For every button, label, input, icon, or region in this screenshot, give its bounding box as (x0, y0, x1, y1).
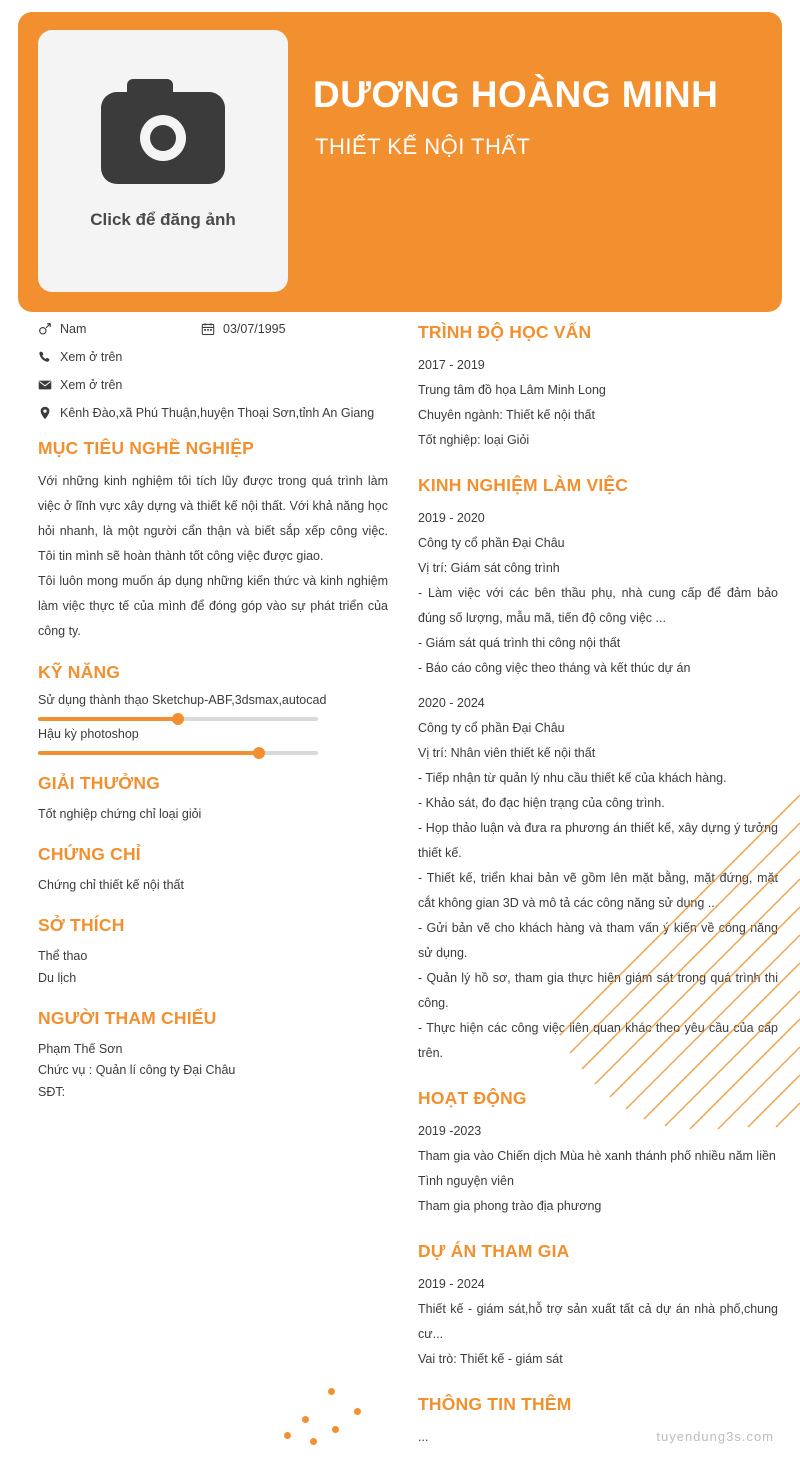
experience-line: - Giám sát quá trình thi công nội thất (418, 636, 621, 650)
contact-gender-value: Nam (60, 322, 87, 336)
certificate-item: Chứng chỉ thiết kế nội thất (38, 877, 184, 892)
activity-line: 2019 -2023 (418, 1124, 482, 1138)
photo-upload-label: Click để đăng ảnh (90, 210, 236, 229)
photo-upload-box[interactable] (38, 30, 288, 292)
contact-email (38, 378, 388, 392)
section-title-certificates: CHỨNG CHỈ (38, 843, 141, 864)
experience-line: - Làm việc với các bên thầu phụ, nhà cung cấp để đảm bảo đúng số lượng, mẫu mã, tiến độ công việc ... (418, 586, 778, 625)
hobby-item: Thể thao (38, 948, 88, 963)
project-line: Vai trò: Thiết kế - giám sát (418, 1352, 563, 1366)
section-title-more-info: THÔNG TIN THÊM (418, 1394, 572, 1414)
section-title-objective: MỤC TIÊU NGHỀ NGHIỆP (38, 438, 254, 458)
left-column (38, 322, 388, 1104)
experience-line: - Khảo sát, đo đạc hiện trạng của công trình. (418, 796, 665, 810)
site-watermark: tuyendung3s.com (656, 1429, 774, 1444)
activity-line: Tình nguyện viên (418, 1174, 514, 1188)
section-title-skills: KỸ NĂNG (38, 662, 121, 682)
contact-address (38, 406, 388, 420)
experience-line: - Quản lý hồ sơ, tham gia thực hiện giám sát trong quá trình thi công. (418, 971, 778, 1010)
contact-birthday (201, 322, 286, 336)
experience-line: 2020 - 2024 (418, 696, 485, 710)
experience-line: Công ty cổ phần Đại Châu (418, 536, 565, 550)
objective-paragraph-2: Tôi luôn mong muốn áp dụng những kiến thức và kinh nghiệm làm việc thực tế của mình để đóng góp vào sự phát triển của công ty. (38, 574, 388, 638)
skill-slider-knob[interactable] (253, 747, 265, 759)
contact-phone-value: Xem ở trên (60, 350, 123, 364)
activity-line: Tham gia vào Chiến dịch Mùa hè xanh thánh phố nhiều năm liền (418, 1149, 776, 1163)
candidate-job-title: THIẾT KẾ NỘI THẤT (315, 134, 531, 159)
skill-label: Hậu kỳ photoshop (38, 727, 139, 741)
section-title-education: TRÌNH ĐỘ HỌC VẤN (418, 322, 592, 342)
skill-slider-knob[interactable] (172, 713, 184, 725)
section-title-reference: NGƯỜI THAM CHIẾU (38, 1007, 217, 1028)
section-title-activities: HOẠT ĐỘNG (418, 1088, 527, 1108)
objective-paragraph-1: Với những kinh nghiệm tôi tích lũy được trong quá trình làm việc ở lĩnh vực xây dựng và thiết kế nội thất. Với khả năng học hỏi nhanh, là một người cẩn thận và biết sắp xếp công việc. Tôi tin mình sẽ hoàn thành tốt công việc được giao. (38, 474, 388, 563)
reference-line: SĐT: (38, 1085, 66, 1100)
experience-line: Công ty cổ phần Đại Châu (418, 721, 565, 735)
experience-line: - Báo cáo công việc theo tháng và kết thúc dự án (418, 661, 691, 675)
project-line: Thiết kế - giám sát,hỗ trợ sản xuất tất cả dự án nhà phố,chung cư... (418, 1302, 778, 1341)
gender-icon (38, 322, 60, 336)
experience-line: 2019 - 2020 (418, 511, 485, 525)
calendar-icon (201, 322, 223, 336)
skill-label: Sử dụng thành thạo Sketchup-ABF,3dsmax,autocad (38, 693, 327, 707)
section-title-hobbies: SỞ THÍCH (38, 914, 125, 935)
education-line: Chuyên ngành: Thiết kế nội thất (418, 408, 595, 422)
camera-icon (101, 92, 225, 184)
section-title-awards: GIẢI THƯỞNG (38, 773, 161, 793)
activity-line: Tham gia phong trào địa phương (418, 1199, 602, 1213)
contact-phone (38, 350, 388, 364)
project-line: 2019 - 2024 (418, 1277, 485, 1291)
more-info-line: ... (418, 1430, 429, 1444)
skill-slider[interactable] (38, 751, 318, 755)
experience-line: - Tiếp nhận từ quản lý nhu cầu thiết kế của khách hàng. (418, 771, 727, 785)
skill-slider[interactable] (38, 717, 318, 721)
contact-birthday-value: 03/07/1995 (223, 322, 286, 336)
decorative-dots (280, 1388, 400, 1448)
hobby-item: Du lịch (38, 970, 77, 985)
envelope-icon (38, 378, 60, 392)
contact-gender (38, 322, 388, 336)
award-item: Tốt nghiệp chứng chỉ loại giỏi (38, 807, 202, 821)
phone-icon (38, 350, 60, 364)
experience-line: - Thiết kế, triển khai bản vẽ gồm lên mặt bằng, mặt đứng, mặt cắt không gian 3D và mô tả các công năng sử dụng ... (418, 871, 778, 910)
section-title-projects: DỰ ÁN THAM GIA (418, 1241, 570, 1261)
experience-line: Vị trí: Nhân viên thiết kế nội thất (418, 746, 596, 760)
education-line: 2017 - 2019 (418, 358, 485, 372)
candidate-name: DƯƠNG HOÀNG MINH (313, 74, 719, 115)
education-line: Trung tâm đồ họa Lâm Minh Long (418, 383, 606, 397)
contact-email-value: Xem ở trên (60, 378, 123, 392)
right-column (418, 322, 778, 1450)
section-title-experience: KINH NGHIỆM LÀM VIỆC (418, 475, 629, 495)
reference-line: Chức vụ : Quản lí công ty Đại Châu (38, 1063, 236, 1078)
contact-address-value: Kênh Đào,xã Phú Thuận,huyện Thoại Sơn,tỉnh An Giang (60, 406, 375, 420)
experience-line: Vị trí: Giám sát công trình (418, 561, 560, 575)
reference-line: Phạm Thế Sơn (38, 1041, 123, 1056)
experience-line: - Thực hiện các công việc liên quan khác theo yêu cầu của cấp trên. (418, 1021, 778, 1060)
experience-line: - Họp thảo luận và đưa ra phương án thiết kế, xây dựng ý tưởng thiết kế. (418, 821, 778, 860)
education-line: Tốt nghiệp: loại Giỏi (418, 433, 530, 447)
location-pin-icon (38, 406, 60, 420)
contact-block (38, 322, 388, 420)
cv-header (18, 12, 782, 312)
experience-line: - Gửi bản vẽ cho khách hàng và tham vấn ý kiến về công năng sử dụng. (418, 921, 778, 960)
